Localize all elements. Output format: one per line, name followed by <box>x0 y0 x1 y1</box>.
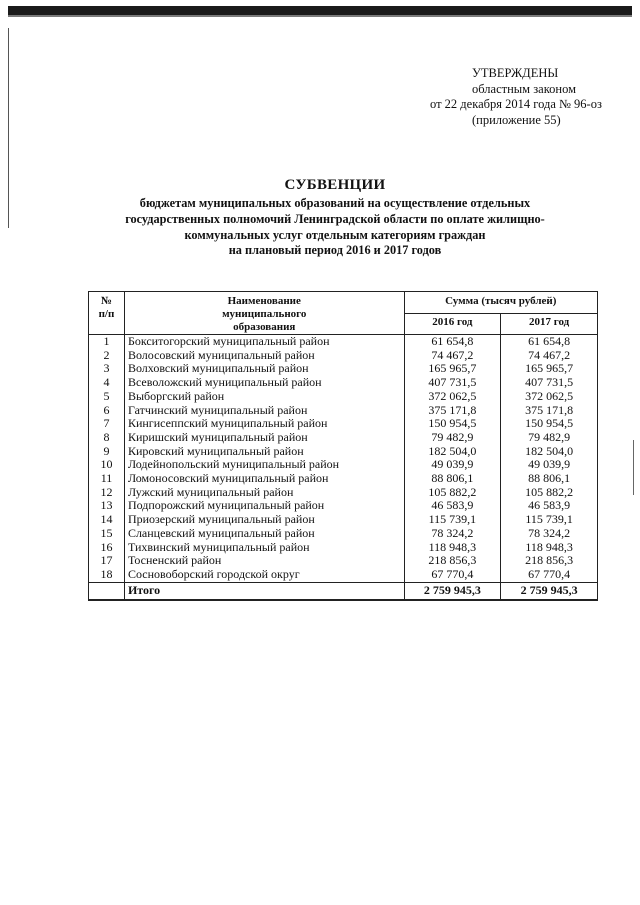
row-value-2016: 118 948,3 <box>404 541 501 555</box>
table-row <box>89 541 598 555</box>
table-body <box>89 335 598 583</box>
row-value-2016: 165 965,7 <box>404 362 501 376</box>
approval-heading: УТВЕРЖДЕНЫ <box>472 66 559 80</box>
row-name: Лодейнопольский муниципальный район <box>124 458 404 472</box>
row-value-2017: 74 467,2 <box>501 349 598 363</box>
scan-top-edge-shadow <box>8 15 632 17</box>
title-line-2: государственных полномочий Ленинградской области по оплате жилищно- <box>125 211 545 226</box>
row-name: Сосновоборский городской округ <box>124 568 404 582</box>
row-value-2017: 182 504,0 <box>501 445 598 459</box>
row-name: Подпорожский муниципальный район <box>124 499 404 513</box>
total-label: Итого <box>124 582 404 600</box>
scan-left-edge <box>8 28 9 228</box>
row-value-2017: 407 731,5 <box>501 376 598 390</box>
row-number: 16 <box>89 541 125 555</box>
title-line-1: бюджетам муниципальных образований на осуществление отдельных <box>139 196 531 210</box>
row-value-2017: 88 806,1 <box>501 472 598 486</box>
row-value-2016: 67 770,4 <box>404 568 501 582</box>
row-value-2017: 150 954,5 <box>501 417 598 431</box>
row-value-2016: 375 171,8 <box>404 404 501 418</box>
title-subtitle <box>70 196 600 259</box>
header-name: Наименование муниципального образования <box>124 292 404 335</box>
row-name: Кингисеппский муниципальный район <box>124 417 404 431</box>
row-value-2017: 46 583,9 <box>501 499 598 513</box>
title-main: СУБВЕНЦИИ <box>284 177 386 193</box>
table-row <box>89 417 598 431</box>
row-number: 8 <box>89 431 125 445</box>
row-number: 6 <box>89 404 125 418</box>
row-name: Волосовский муниципальный район <box>124 349 404 363</box>
header-number: № п/п <box>89 292 125 335</box>
table-row <box>89 486 598 500</box>
table-row <box>89 335 598 349</box>
header-sum: Сумма (тысяч рублей) <box>404 292 597 314</box>
title-line-3: коммунальных услуг отдельным категориям граждан <box>184 227 486 242</box>
row-number: 1 <box>89 335 125 349</box>
row-number: 5 <box>89 390 125 404</box>
row-value-2017: 78 324,2 <box>501 527 598 541</box>
row-value-2016: 105 882,2 <box>404 486 501 500</box>
row-number: 17 <box>89 554 125 568</box>
row-value-2016: 407 731,5 <box>404 376 501 390</box>
row-value-2017: 165 965,7 <box>501 362 598 376</box>
total-2016: 2 759 945,3 <box>404 582 501 600</box>
row-value-2016: 61 654,8 <box>404 335 501 349</box>
table-row <box>89 404 598 418</box>
row-value-2016: 182 504,0 <box>404 445 501 459</box>
row-value-2017: 61 654,8 <box>501 335 598 349</box>
table-row <box>89 431 598 445</box>
header-year-2016: 2016 год <box>404 314 501 335</box>
total-number-cell <box>89 582 125 600</box>
row-number: 2 <box>89 349 125 363</box>
row-number: 11 <box>89 472 125 486</box>
header-year-2017: 2017 год <box>501 314 598 335</box>
row-value-2017: 49 039,9 <box>501 458 598 472</box>
total-row <box>89 582 598 600</box>
row-value-2017: 79 482,9 <box>501 431 598 445</box>
row-name: Тихвинский муниципальный район <box>124 541 404 555</box>
row-value-2016: 79 482,9 <box>404 431 501 445</box>
table-row <box>89 554 598 568</box>
row-name: Лужский муниципальный район <box>124 486 404 500</box>
row-name: Сланцевский муниципальный район <box>124 527 404 541</box>
row-number: 12 <box>89 486 125 500</box>
table-row <box>89 390 598 404</box>
row-name: Приозерский муниципальный район <box>124 513 404 527</box>
row-value-2017: 115 739,1 <box>501 513 598 527</box>
row-name: Киришский муниципальный район <box>124 431 404 445</box>
table-row <box>89 349 598 363</box>
row-value-2017: 372 062,5 <box>501 390 598 404</box>
row-value-2017: 105 882,2 <box>501 486 598 500</box>
row-value-2016: 88 806,1 <box>404 472 501 486</box>
subventions-table <box>88 291 598 601</box>
row-number: 18 <box>89 568 125 582</box>
row-name: Ломоносовский муниципальный район <box>124 472 404 486</box>
row-number: 13 <box>89 499 125 513</box>
table-row <box>89 376 598 390</box>
table-row <box>89 458 598 472</box>
row-name: Выборгский район <box>124 390 404 404</box>
table-row <box>89 445 598 459</box>
row-value-2017: 118 948,3 <box>501 541 598 555</box>
table-row <box>89 472 598 486</box>
row-value-2017: 218 856,3 <box>501 554 598 568</box>
row-value-2016: 49 039,9 <box>404 458 501 472</box>
row-number: 10 <box>89 458 125 472</box>
row-value-2017: 375 171,8 <box>501 404 598 418</box>
title-line-4: на плановый период 2016 и 2017 годов <box>228 243 442 258</box>
row-value-2016: 372 062,5 <box>404 390 501 404</box>
approval-annex: (приложение 55) <box>472 112 561 127</box>
scan-top-edge <box>8 6 632 15</box>
row-number: 7 <box>89 417 125 431</box>
document-title <box>70 176 600 259</box>
row-value-2016: 115 739,1 <box>404 513 501 527</box>
approval-law-date: от 22 декабря 2014 года № 96-оз <box>430 97 602 111</box>
row-name: Волховский муниципальный район <box>124 362 404 376</box>
total-2017: 2 759 945,3 <box>501 582 598 600</box>
row-name: Бокситогорский муниципальный район <box>124 335 404 349</box>
row-value-2017: 67 770,4 <box>501 568 598 582</box>
row-value-2016: 218 856,3 <box>404 554 501 568</box>
row-number: 3 <box>89 362 125 376</box>
approval-law-type: областным законом <box>472 81 577 96</box>
row-value-2016: 150 954,5 <box>404 417 501 431</box>
scan-right-mark <box>633 440 634 495</box>
row-number: 15 <box>89 527 125 541</box>
row-name: Тосненский район <box>124 554 404 568</box>
table-row <box>89 513 598 527</box>
row-name: Кировский муниципальный район <box>124 445 404 459</box>
row-name: Гатчинский муниципальный район <box>124 404 404 418</box>
row-value-2016: 46 583,9 <box>404 499 501 513</box>
row-number: 9 <box>89 445 125 459</box>
table-row <box>89 362 598 376</box>
table-row <box>89 527 598 541</box>
table-row <box>89 568 598 582</box>
table-row <box>89 499 598 513</box>
row-value-2016: 74 467,2 <box>404 349 501 363</box>
row-number: 14 <box>89 513 125 527</box>
row-number: 4 <box>89 376 125 390</box>
row-name: Всеволожский муниципальный район <box>124 376 404 390</box>
row-value-2016: 78 324,2 <box>404 527 501 541</box>
